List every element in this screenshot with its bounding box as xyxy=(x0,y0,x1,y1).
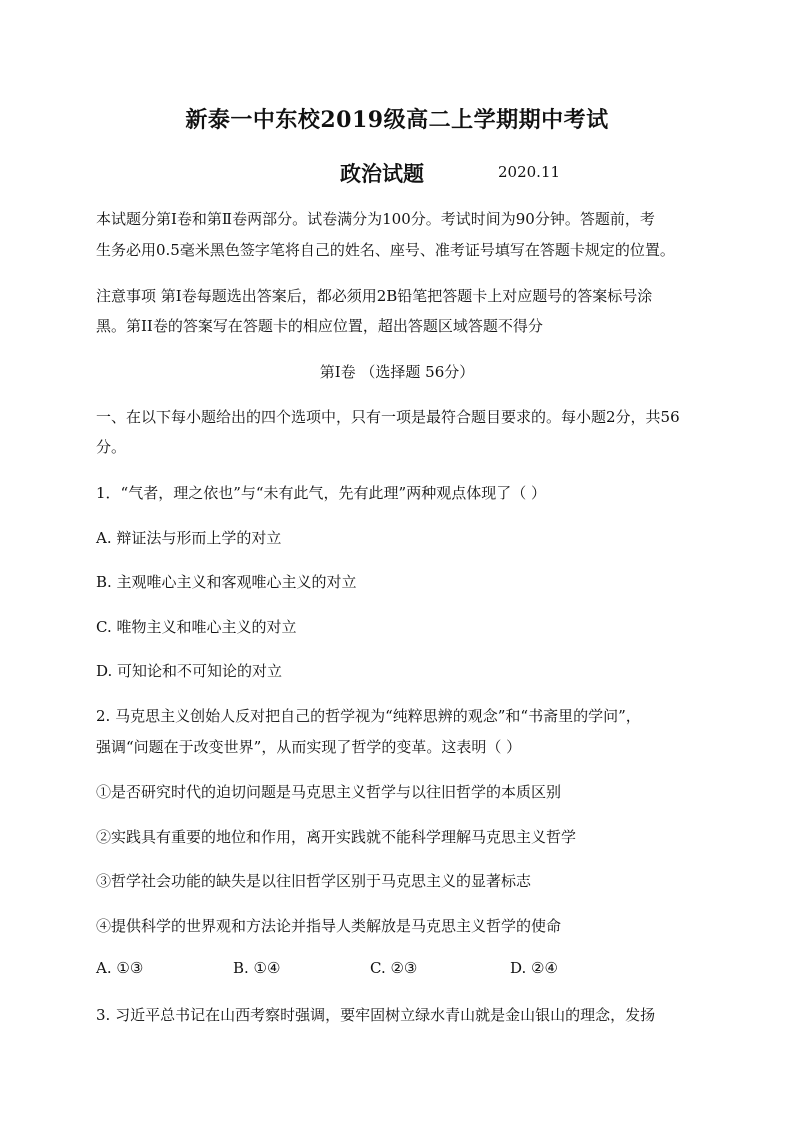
exam-date: 2020.11 xyxy=(498,163,561,181)
notice-line-1: 注意事项 第Ⅰ卷每题选出答案后，都必须用2B铅笔把答题卡上对应题号的答案标号涂 xyxy=(96,287,653,305)
question-2-option-c: C. ②③ xyxy=(370,959,418,977)
question-1-option-a: A. 辩证法与形而上学的对立 xyxy=(96,529,282,547)
exam-subtitle: 政治试题 xyxy=(340,161,424,186)
question-2-option-b: B. ①④ xyxy=(233,959,281,977)
question-3-stem-line-1: 3. 习近平总书记在山西考察时强调，要牢固树立绿水青山就是金山银山的理念，发扬 xyxy=(96,1006,656,1024)
directions-line-2: 分。 xyxy=(96,438,127,456)
question-2-stem-line-2: 强调“问题在于改变世界”，从而实现了哲学的变革。这表明（ ） xyxy=(96,738,522,756)
subtitle-row xyxy=(0,158,794,188)
section-heading: 第I卷 （选择题 56分） xyxy=(319,363,475,381)
notice-line-2: 黑。第II卷的答案写在答题卡的相应位置，超出答题区域答题不得分 xyxy=(96,317,543,335)
intro-line-1: 本试题分第Ⅰ卷和第Ⅱ卷两部分。试卷满分为100分。考试时间为90分钟。答题前，考 xyxy=(96,210,655,228)
question-2-statement-4: ④提供科学的世界观和方法论并指导人类解放是马克思主义哲学的使命 xyxy=(96,917,562,935)
question-2-statement-2: ②实践具有重要的地位和作用，离开实践就不能科学理解马克思主义哲学 xyxy=(96,828,577,846)
question-1-option-d: D. 可知论和不可知论的对立 xyxy=(96,662,283,680)
question-1-option-b: B. 主观唯心主义和客观唯心主义的对立 xyxy=(96,573,357,591)
question-1-stem: 1．“气者，理之依也”与“未有此气，先有此理”两种观点体现了（ ） xyxy=(96,484,546,502)
question-2-option-d: D. ②④ xyxy=(510,959,558,977)
question-2-option-a: A. ①③ xyxy=(96,959,144,977)
intro-line-2: 生务必用0.5毫米黑色签字笔将自己的姓名、座号、准考证号填写在答题卡规定的位置。 xyxy=(96,241,675,259)
question-2-statement-3: ③哲学社会功能的缺失是以往旧哲学区别于马克思主义的显著标志 xyxy=(96,872,532,890)
question-1-option-c: C. 唯物主义和唯心主义的对立 xyxy=(96,618,297,636)
directions-line-1: 一、在以下每小题给出的四个选项中，只有一项是最符合题目要求的。每小题2分，共56 xyxy=(96,408,680,426)
question-2-statement-1: ①是否研究时代的迫切问题是马克思主义哲学与以往旧哲学的本质区别 xyxy=(96,783,562,801)
exam-title: 新泰一中东校2019级高二上学期期中考试 xyxy=(185,107,609,133)
question-2-stem-line-1: 2. 马克思主义创始人反对把自己的哲学视为“纯粹思辨的观念”和“书斋里的学问”， xyxy=(96,707,641,725)
